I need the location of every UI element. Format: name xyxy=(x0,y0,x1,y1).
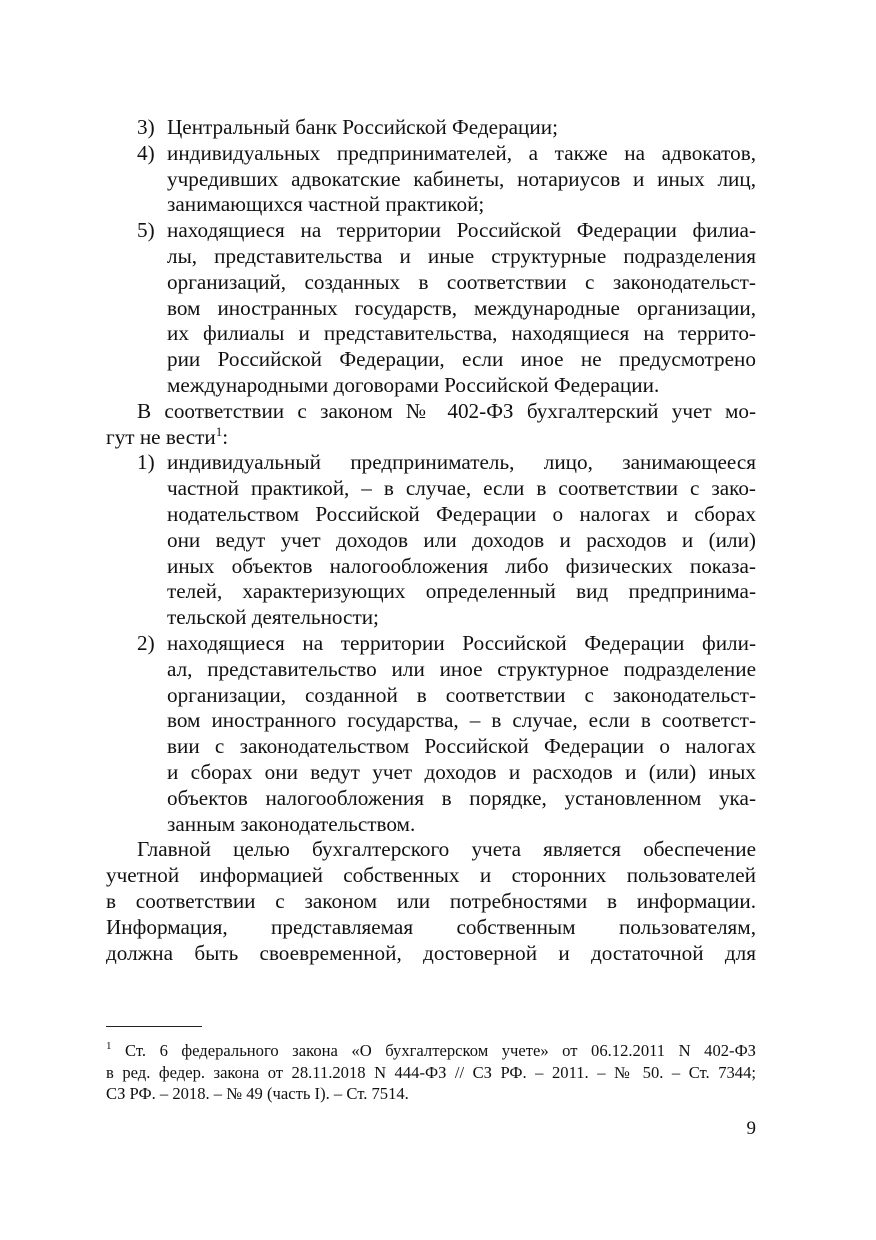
list-line: иных объектов налогообложения либо физических показа- xyxy=(167,553,756,578)
list-line: тельской деятельности; xyxy=(167,605,379,630)
page-number: 9 xyxy=(746,1118,756,1139)
list-line: их филиалы и представительства, находящиеся на террито- xyxy=(167,321,756,346)
paragraph-line: учетной информацией собственных и сторонних пользователей xyxy=(106,863,756,888)
paragraph-line: Информация, представляемая собственным пользователям, xyxy=(106,914,756,939)
list-line: вом иностранного государства, – в случае, если в соответст- xyxy=(167,708,756,733)
paragraph-colon: : xyxy=(222,424,229,449)
footnote xyxy=(106,1040,756,1105)
footnote-divider xyxy=(106,1026,202,1027)
footnote-marker: 1 xyxy=(106,1040,112,1052)
paragraph-text: гут не вести xyxy=(106,424,216,449)
list-line: вии с законодательством Российской Федерации о налогах xyxy=(167,734,756,759)
paragraph-line: должна быть своевременной, достоверной и достаточной для xyxy=(106,940,756,965)
main-text xyxy=(106,115,756,966)
footnote-reference: 1 xyxy=(215,423,223,439)
paragraph-line: в соответствии с законом или потребностями в информации. xyxy=(106,888,756,913)
footnote-line: в ред. федер. закона от 28.11.2018 N 444-ФЗ // СЗ РФ. – 2011. – № 50. – Ст. 7344; xyxy=(106,1062,756,1082)
list-number: 4) xyxy=(137,140,155,165)
list-line: лы, представительства и иные структурные подразделения xyxy=(167,243,756,268)
list-line: индивидуальных предпринимателей, а также на адвокатов, xyxy=(167,140,756,165)
list-line: учредивших адвокатские кабинеты, нотариусов и иных лиц, xyxy=(167,166,756,191)
list-number: 5) xyxy=(137,218,155,243)
list-line: ал, представительство или иное структурное подразделение xyxy=(167,656,756,681)
list-line: занным законодательством. xyxy=(167,811,416,836)
list-line: находящиеся на территории Российской Федерации филиа- xyxy=(167,218,756,243)
list-number: 3) xyxy=(137,115,155,139)
list-line: находящиеся на территории Российской Федерации фили- xyxy=(167,630,756,655)
list-line: организаций, созданных в соответствии с законодательст- xyxy=(167,269,756,294)
list-number: 2) xyxy=(137,630,155,655)
paragraph-line-last xyxy=(106,425,756,451)
footnote-line: СЗ РФ. – 2018. – № 49 (часть I). – Ст. 7514. xyxy=(106,1084,409,1103)
list-line: и сборах они ведут учет доходов и расходов и (или) иных xyxy=(167,759,756,784)
footnote-text: Ст. 6 федерального закона «О бухгалтерском учете» от 06.12.2011 N 402-ФЗ xyxy=(125,1041,756,1060)
final-paragraph xyxy=(106,837,756,966)
list-line: индивидуальный предприниматель, лицо, занимающееся xyxy=(167,450,756,475)
list-line: объектов налогообложения в порядке, установленном ука- xyxy=(167,785,756,810)
list-number: 1) xyxy=(137,450,155,475)
intro-paragraph xyxy=(106,399,756,451)
paragraph-line: В соответствии с законом № 402-ФЗ бухгалтерский учет мо- xyxy=(137,398,756,423)
list-line: занимающихся частной практикой; xyxy=(167,192,485,217)
list-line: Центральный банк Российской Федерации; xyxy=(167,115,558,139)
list-line: они ведут учет доходов или доходов и расходов и (или) xyxy=(167,527,756,552)
list-line: телей, характеризующих определенный вид предпринима- xyxy=(167,579,756,604)
list-item-4 xyxy=(106,141,756,218)
list-line: частной практикой, – в случае, если в соответствии с зако- xyxy=(167,476,756,501)
list-line: вом иностранных государств, международные организации, xyxy=(167,295,756,320)
footnote-line xyxy=(106,1040,756,1062)
list-line: рии Российской Федерации, если иное не предусмотрено xyxy=(167,347,756,372)
paragraph-line: Главной целью бухгалтерского учета является обеспечение xyxy=(137,837,756,862)
list-item-3 xyxy=(106,115,756,141)
list-line: международными договорами Российской Федерации. xyxy=(167,372,660,397)
list-line: нодательством Российской Федерации о налогах и сборах xyxy=(167,501,756,526)
list-item-5 xyxy=(106,218,756,399)
list-item-2 xyxy=(106,631,756,837)
list-item-1 xyxy=(106,450,756,631)
list-line: организации, созданной в соответствии с законодательст- xyxy=(167,682,756,707)
